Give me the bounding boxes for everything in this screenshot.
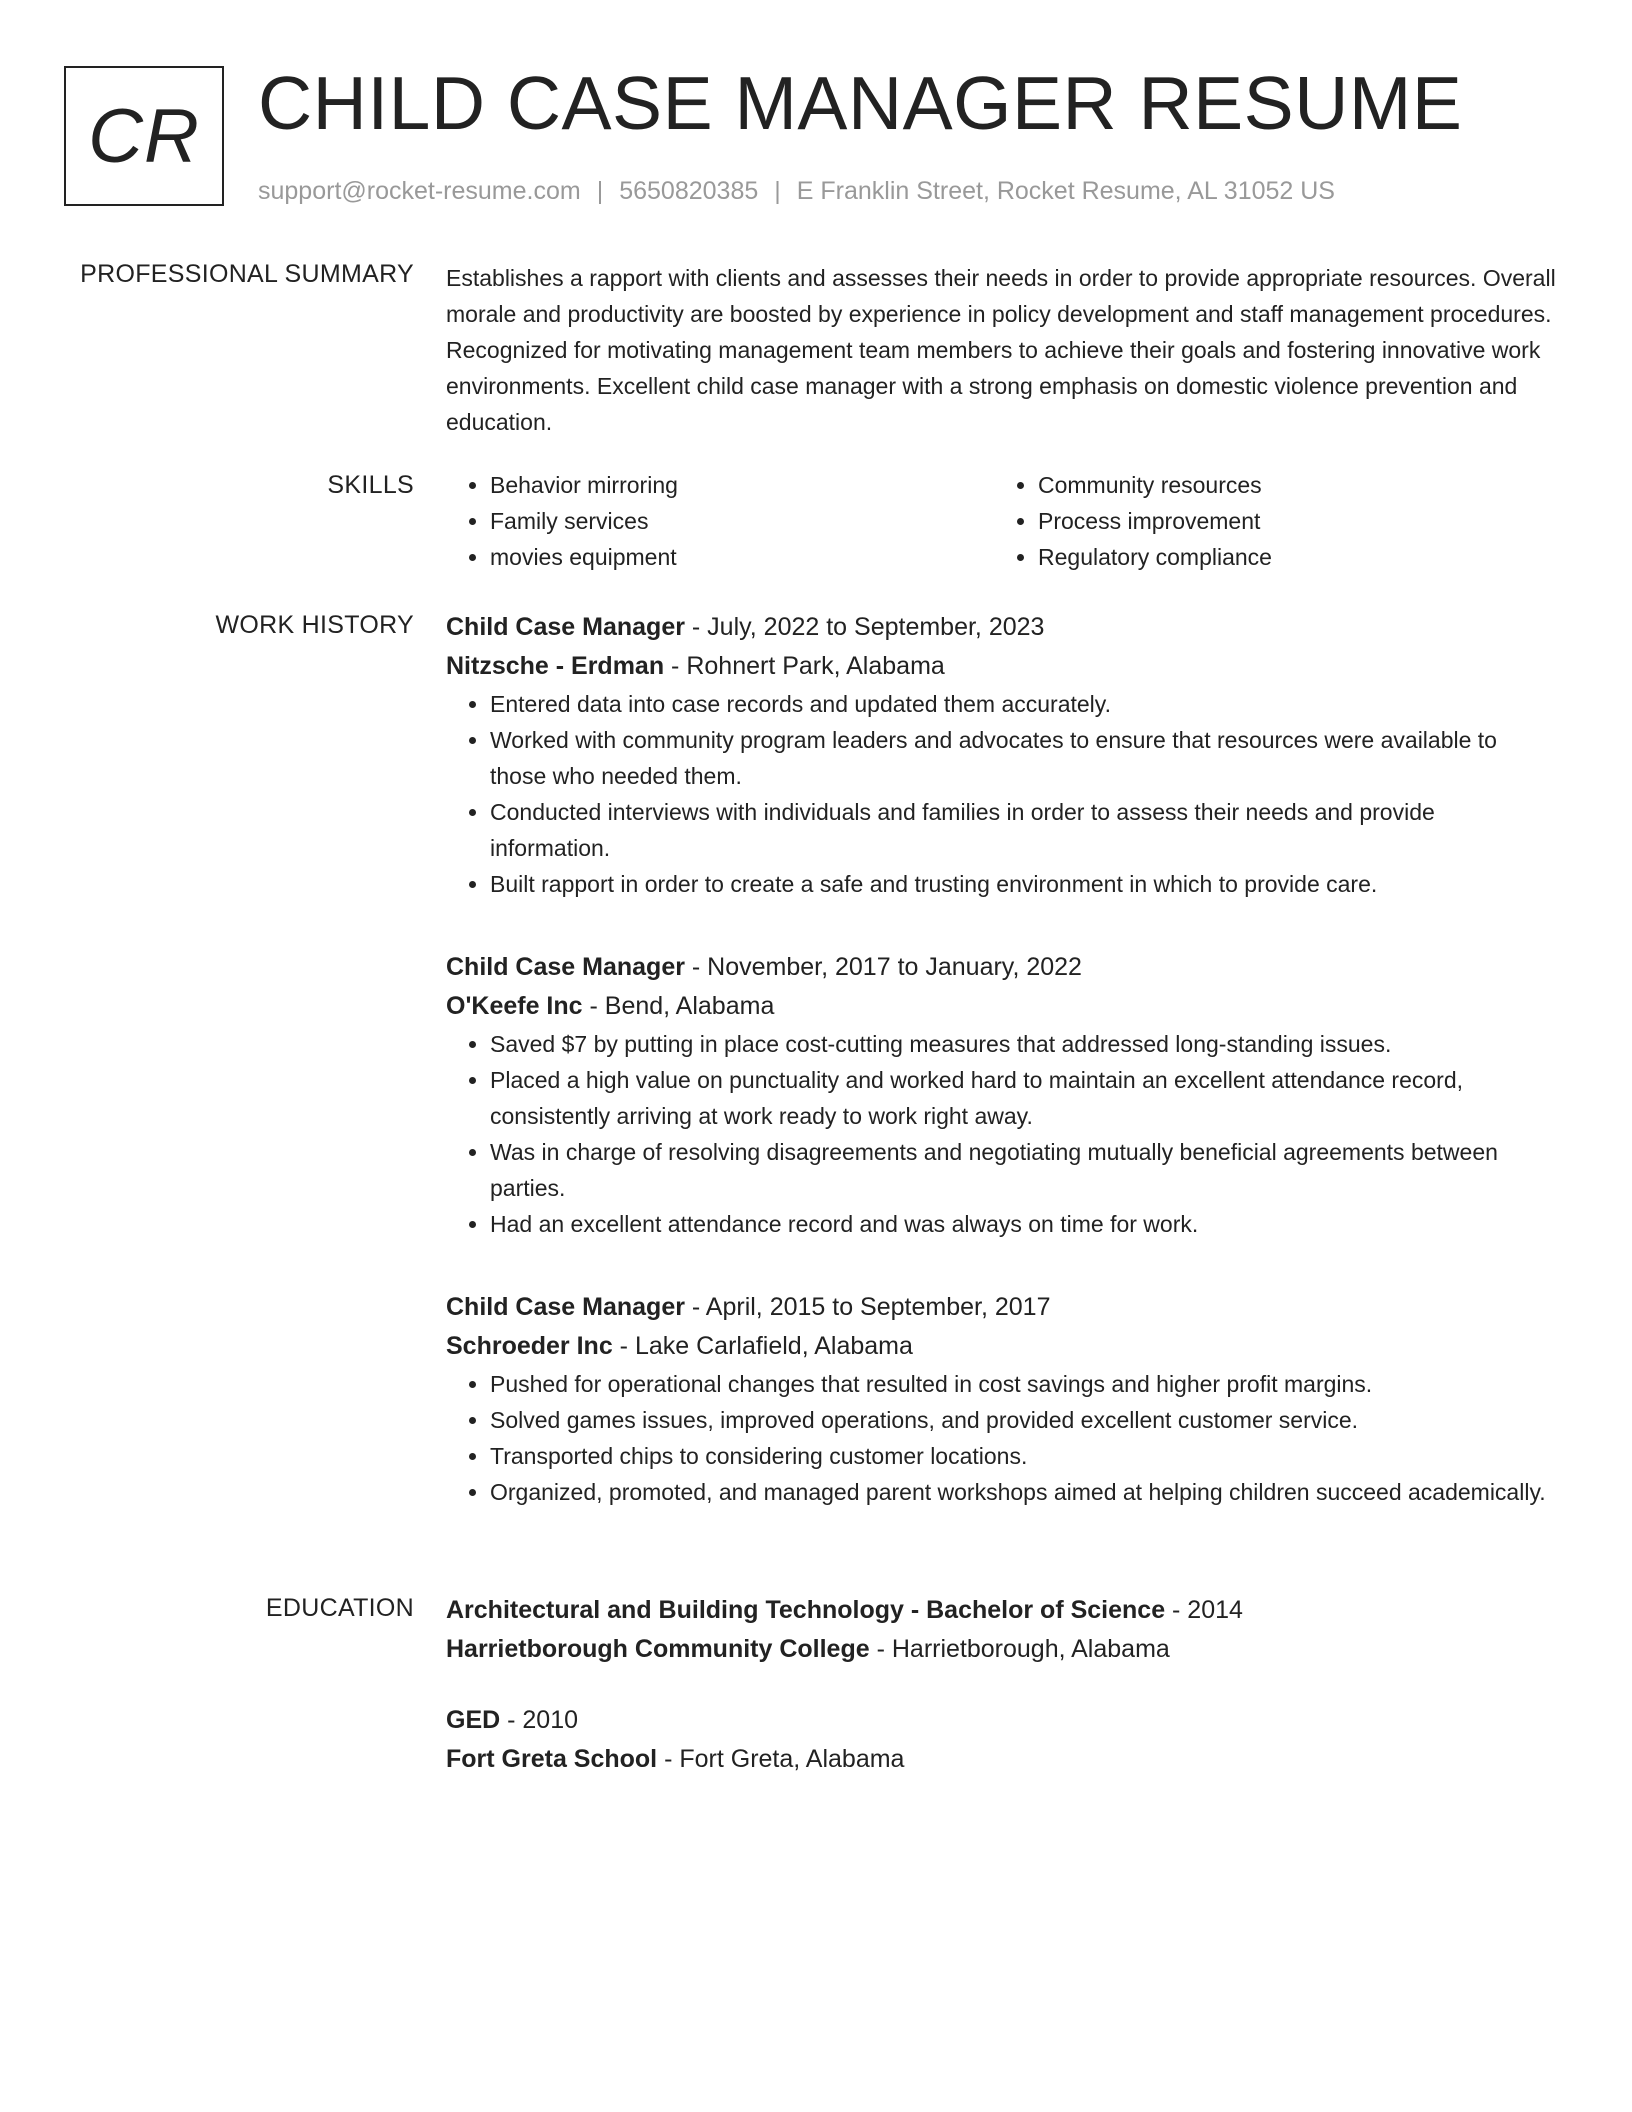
job-title-line — [446, 948, 1556, 987]
skill-item: • Behavior mirroring — [490, 467, 994, 503]
job-bullets — [446, 686, 1556, 902]
job-bullets — [446, 1026, 1556, 1242]
monogram-logo: CR — [64, 66, 224, 206]
job-bullet: • Transported chips to considering customer locations. — [490, 1438, 1556, 1474]
section-label-work-history: WORK HISTORY — [215, 611, 414, 639]
address: E Franklin Street, Rocket Resume, AL 31052 US — [796, 177, 1335, 205]
contact-separator: | — [596, 177, 604, 205]
job-bullet: • Conducted interviews with individuals and families in order to assess their needs and provide information. — [490, 794, 1556, 866]
job-company: Nitzsche - Erdman — [446, 652, 665, 680]
school-location: - Fort Greta, Alabama — [657, 1745, 905, 1773]
school-line — [446, 1740, 1556, 1779]
school: Fort Greta School — [446, 1745, 658, 1773]
job-entry — [446, 1288, 1556, 1510]
job-company: O'Keefe Inc — [446, 992, 583, 1020]
contact-line — [258, 174, 1335, 208]
job-bullet: • Solved games issues, improved operations, and provided excellent customer service. — [490, 1402, 1556, 1438]
job-location: - Bend, Alabama — [582, 992, 775, 1020]
job-title-line — [446, 608, 1556, 647]
job-dates: - November, 2017 to January, 2022 — [684, 953, 1082, 981]
job-company: Schroeder Inc — [446, 1332, 613, 1360]
skills-body — [446, 467, 1556, 575]
skill-item: • Family services — [490, 503, 994, 539]
job-company-line — [446, 647, 1556, 686]
education-entry — [446, 1701, 1556, 1779]
job-entry — [446, 948, 1556, 1242]
skills-columns — [446, 467, 1556, 575]
school-location: - Harrietborough, Alabama — [869, 1635, 1170, 1663]
job-bullet: • Saved $7 by putting in place cost-cutting measures that addressed long-standing issues. — [490, 1026, 1556, 1062]
job-location: - Lake Carlafield, Alabama — [612, 1332, 913, 1360]
skill-item: • Process improvement — [1038, 503, 1542, 539]
job-bullets — [446, 1366, 1556, 1510]
job-bullet: • Entered data into case records and updated them accurately. — [490, 686, 1556, 722]
summary-text: Establishes a rapport with clients and assesses their needs in order to provide appropriate resources. Overall morale and productivity are boosted by experience in policy development and staff management procedures. Recognized for motivating management team members to achieve their goals and fostering innovative work environments. Excellent child case manager with a strong emphasis on domestic violence prevention and education. — [446, 265, 1556, 435]
job-company-line — [446, 1327, 1556, 1366]
email-link[interactable]: support@rocket-resume.com — [258, 177, 581, 205]
degree-line — [446, 1701, 1556, 1740]
job-dates: - April, 2015 to September, 2017 — [684, 1293, 1051, 1321]
job-bullet: • Organized, promoted, and managed parent workshops aimed at helping children succeed academically. — [490, 1474, 1556, 1510]
job-dates: - July, 2022 to September, 2023 — [684, 613, 1045, 641]
education-entry — [446, 1591, 1556, 1669]
skills-list-right — [994, 467, 1542, 575]
job-title-line — [446, 1288, 1556, 1327]
job-location: - Rohnert Park, Alabama — [664, 652, 945, 680]
degree: GED — [446, 1706, 501, 1734]
school-line — [446, 1630, 1556, 1669]
skill-item: • movies equipment — [490, 539, 994, 575]
skill-item: • Regulatory compliance — [1038, 539, 1542, 575]
job-bullet: • Was in charge of resolving disagreements and negotiating mutually beneficial agreements between parties. — [490, 1134, 1556, 1206]
summary-body — [446, 260, 1556, 440]
degree-year: - 2010 — [500, 1706, 579, 1734]
resume-title: CHILD CASE MANAGER RESUME — [258, 61, 1463, 145]
job-title: Child Case Manager — [446, 953, 685, 981]
contact-separator: | — [774, 177, 781, 205]
degree-line — [446, 1591, 1556, 1630]
degree: Architectural and Building Technology - Bachelor of Science — [446, 1596, 1166, 1624]
job-bullet: • Worked with community program leaders and advocates to ensure that resources were available to those who needed them. — [490, 722, 1556, 794]
job-title: Child Case Manager — [446, 613, 685, 641]
degree-year: - 2014 — [1165, 1596, 1243, 1624]
section-label-summary: PROFESSIONAL SUMMARY — [80, 260, 414, 288]
phone-number: 5650820385 — [619, 177, 759, 205]
skill-item: • Community resources — [1038, 467, 1542, 503]
job-bullet: • Built rapport in order to create a safe and trusting environment in which to provide care. — [490, 866, 1556, 902]
job-title: Child Case Manager — [446, 1293, 685, 1321]
school: Harrietborough Community College — [446, 1635, 870, 1663]
job-bullet: • Pushed for operational changes that resulted in cost savings and higher profit margins. — [490, 1366, 1556, 1402]
skills-list-left — [446, 467, 994, 575]
section-label-education: EDUCATION — [265, 1594, 414, 1622]
job-bullet: • Had an excellent attendance record and was always on time for work. — [490, 1206, 1556, 1242]
job-company-line — [446, 987, 1556, 1026]
section-label-skills: SKILLS — [327, 471, 414, 499]
job-bullet: • Placed a high value on punctuality and worked hard to maintain an excellent attendance record, consistently arriving at work ready to work right away. — [490, 1062, 1556, 1134]
job-entry — [446, 608, 1556, 902]
